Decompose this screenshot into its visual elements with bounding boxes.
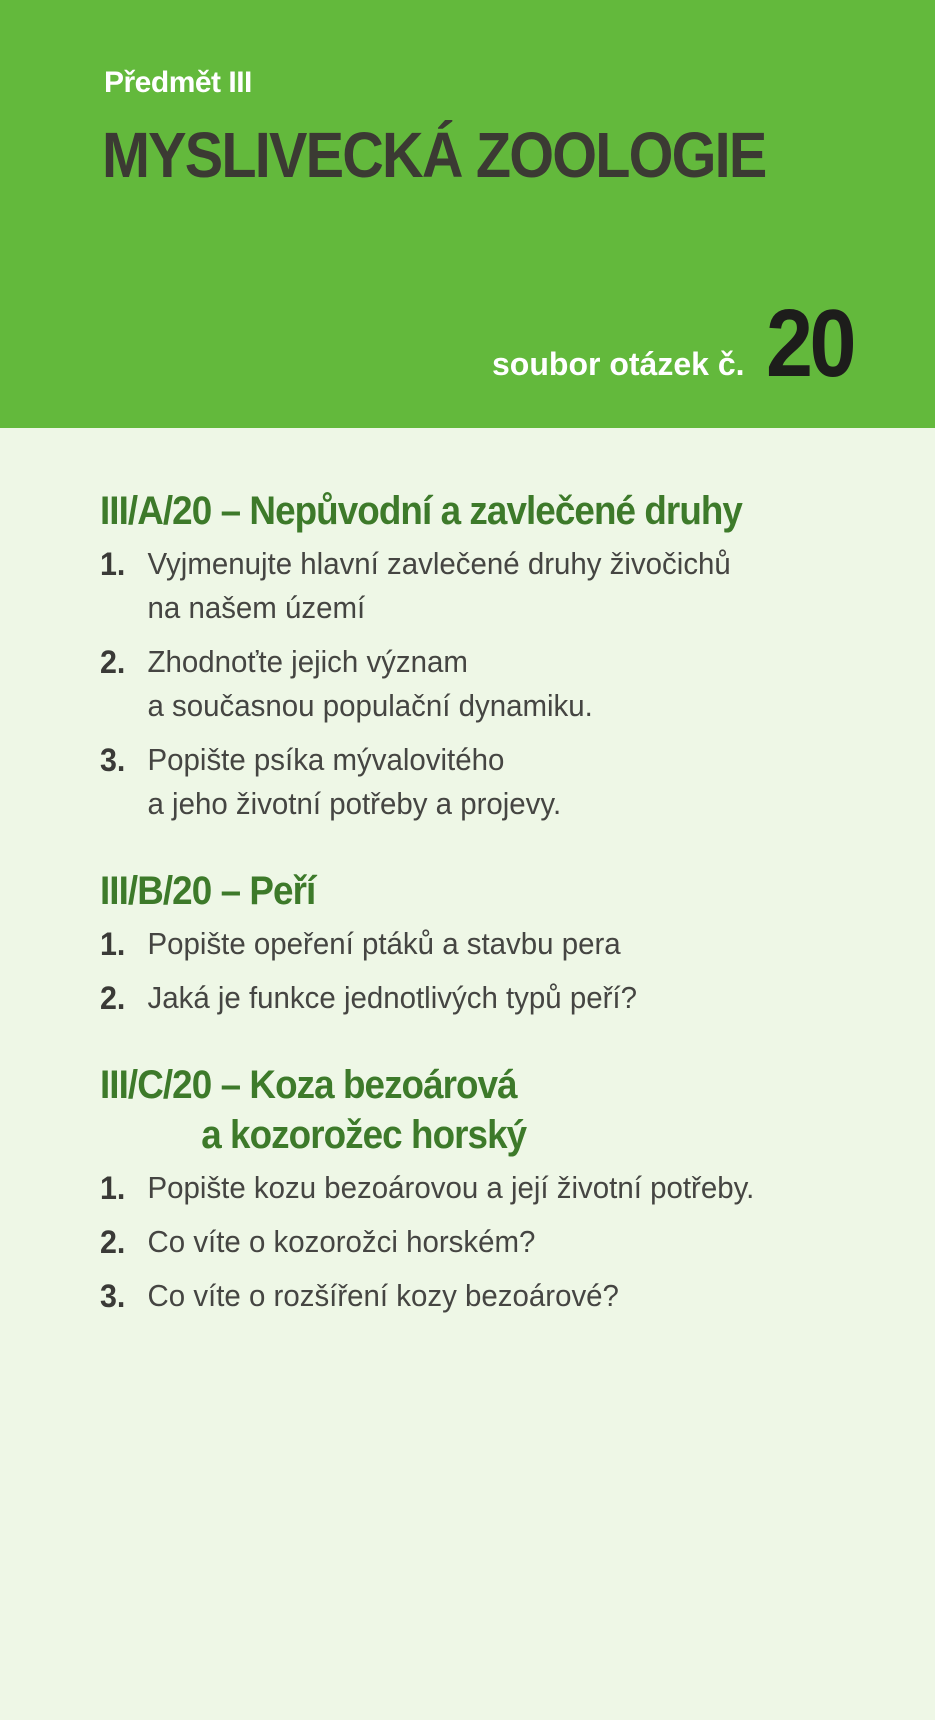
- question-text: Jaká je funkce jednotlivých typů peří?: [147, 980, 637, 1015]
- question-text: na našem území: [147, 590, 366, 625]
- question-item: [100, 976, 860, 1020]
- question-number: 3.: [100, 742, 126, 778]
- question-text: Popište psíka mývalovitého: [147, 742, 505, 777]
- section-a: [100, 486, 900, 826]
- question-content: [100, 486, 900, 1358]
- question-text: Co víte o rozšíření kozy bezoárové?: [147, 1278, 619, 1313]
- question-number: 2.: [100, 980, 126, 1016]
- section-title-line: III/C/20 – Koza bezoárová: [100, 1063, 517, 1107]
- subject-label: Předmět III: [104, 66, 252, 99]
- section-title: III/A/20 – Nepůvodní a zavlečené druhy: [100, 489, 742, 533]
- question-number: 1.: [100, 1170, 126, 1206]
- question-text: a současnou populační dynamiku.: [147, 688, 593, 723]
- question-text: Zhodnoťte jejich význam: [147, 644, 468, 679]
- question-number: 1.: [100, 926, 126, 962]
- question-text: Vyjmenujte hlavní zavlečené druhy živočichů: [147, 546, 731, 581]
- question-item: [100, 640, 860, 728]
- question-text: Popište opeření ptáků a stavbu pera: [147, 926, 621, 961]
- header-banner: [0, 0, 935, 428]
- question-item: [100, 1166, 860, 1210]
- question-text: Popište kozu bezoárovou a její životní potřeby.: [147, 1170, 755, 1205]
- question-number: 1.: [100, 546, 126, 582]
- question-number: 2.: [100, 644, 126, 680]
- question-item: [100, 1274, 860, 1318]
- section-c: [100, 1060, 900, 1318]
- question-text: a jeho životní potřeby a projevy.: [147, 786, 562, 821]
- question-set-number: 20: [766, 290, 853, 397]
- question-number: 3.: [100, 1278, 126, 1314]
- section-title-line: a kozorožec horský: [201, 1113, 527, 1157]
- question-item: [100, 1220, 860, 1264]
- question-number: 2.: [100, 1224, 126, 1260]
- page-title: MYSLIVECKÁ ZOOLOGIE: [102, 119, 766, 191]
- question-item: [100, 542, 860, 630]
- section-title: [100, 1060, 836, 1160]
- question-item: [100, 922, 860, 966]
- question-item: [100, 738, 860, 826]
- section-b: [100, 866, 900, 1020]
- question-text: Co víte o kozorožci horském?: [147, 1224, 536, 1259]
- question-set-label: soubor otázek č.: [492, 346, 745, 382]
- section-title: III/B/20 – Peří: [100, 869, 316, 913]
